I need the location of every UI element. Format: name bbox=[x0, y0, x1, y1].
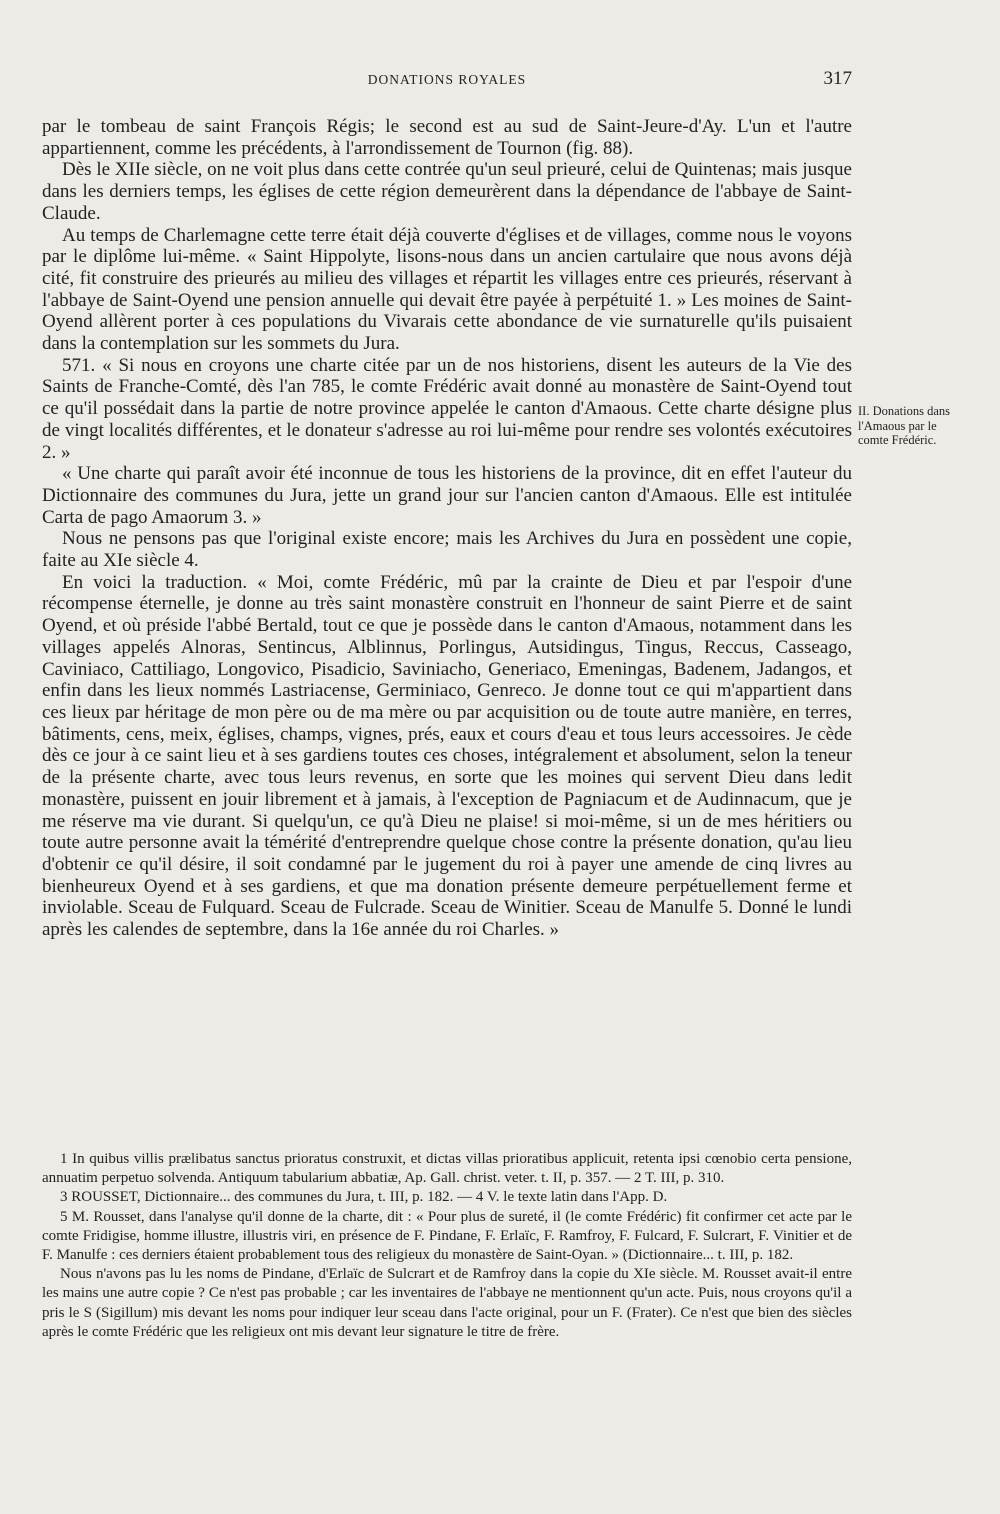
paragraph-1: par le tombeau de saint François Régis; le second est au sud de Saint-Jeure-d'Ay. L'un et l'autre appartiennent, comme les précédents, à l'arrondissement de Tournon (fig. 88). bbox=[42, 116, 852, 159]
paragraph-2: Dès le XIIe siècle, on ne voit plus dans cette contrée qu'un seul prieuré, celui de Quintenas; mais jusque dans les derniers temps, les églises de cette région demeurèrent dans la dépendance de l'abbaye de Saint-Claude. bbox=[42, 159, 852, 224]
footnote-5: 5 M. Rousset, dans l'analyse qu'il donne de la charte, dit : « Pour plus de sureté, il (le comte Frédéric) fit confirmer cet acte par le comte Fridigise, homme illustre, illustris viri, en présence de F. Pindane, F. Erlaïc, F. Ramfroy, F. Fulcard, F. Sulcrart, F. Vinitier et de F. Manulfe : ces derniers étaient probablement tous des religieux du monastère de Saint-Oyan. » (Dictionnaire... t. III, p. 182. bbox=[42, 1208, 852, 1264]
footnote-1: 1 In quibus villis prælibatus sanctus prioratus construxit, et dictas villas prioratibus applicuit, retenta ipsi cœnobio certa pensione, annuatim perpetuo solvenda. Antiquum tabularium abbatiæ, Ap. Gall. christ. veter. t. II, p. 357. — 2 T. III, p. 310. bbox=[42, 1151, 852, 1187]
footnote-3: 3 ROUSSET, Dictionnaire... des communes du Jura, t. III, p. 182. — 4 V. le texte latin dans l'App. D. bbox=[60, 1189, 668, 1206]
page-header bbox=[42, 68, 852, 96]
main-text bbox=[42, 116, 852, 941]
paragraph-6: Nous ne pensons pas que l'original existe encore; mais les Archives du Jura en possèdent une copie, faite au XIe siècle 4. bbox=[42, 528, 852, 572]
paragraph-5: « Une charte qui paraît avoir été inconnue de tous les historiens de la province, dit en effet l'auteur du Dictionnaire des communes du Jura, jette un grand jour sur l'ancien canton d'Amaous. Elle est intitulée Carta de pago Amaorum 3. » bbox=[42, 463, 852, 528]
footnotes bbox=[42, 1150, 852, 1342]
margin-note: II. Donations dans l'Amaous par le comte Frédéric. bbox=[858, 404, 950, 447]
footnote-6: Nous n'avons pas lu les noms de Pindane, d'Erlaïc de Sulcrart et de Ramfroy dans la copie du XIe siècle. M. Rousset avait-il entre les mains une autre copie ? Ce n'est pas probable ; car les inventaires de l'abbaye ne mentionnent qu'un acte. Puis, nous croyons qu'il a pris le S (Sigillum) mis devant les noms pour indiquer leur sceau dans l'acte original, pour un F. (Frater). Ce n'est que bien des siècles après le comte Frédéric que les religieux ont mis devant leur signature le titre de frère. bbox=[42, 1266, 852, 1340]
paragraph-3: Au temps de Charlemagne cette terre était déjà couverte d'églises et de villages, comme nous le voyons par le diplôme lui-même. « Saint Hippolyte, lisons-nous dans un ancien cartulaire que nous avons déjà cité, fit construire des prieurés au milieu des villages et répartit les villages entre ces prieurés, réservant à l'abbaye de Saint-Oyend une pension annuelle qui devait être payée à perpétuité 1. » Les moines de Saint-Oyend allèrent porter à ces populations du Vivarais cette abondance de vie surnaturelle qu'ils puisaient dans la contemplation sur les sommets du Jura. bbox=[42, 224, 852, 355]
paragraph-7: En voici la traduction. « Moi, comte Frédéric, mû par la crainte de Dieu et par l'espoir d'une récompense éternelle, je donne au très saint monastère construit en l'honneur de saint Pierre et de saint Oyend, et où préside l'abbé Bertald, tout ce que je possède dans le canton d'Amaous, notamment dans les villages appelés Alnoras, Sentincus, Alblinnus, Porlingus, Autsidingus, Tingus, Reccus, Casseago, Caviniaco, Cattiliago, Longovico, Pisadicio, Saviniacho, Generiaco, Emeningas, Badenem, Jadangos, et enfin dans les lieux nommés Lastriacense, Germiniaco, Genreco. Je donne tout ce qui m'appartient dans ces lieux par héritage de mon père ou de ma mère ou par acquisition ou de toute autre manière, en terres, bâtiments, cens, meix, églises, champs, vignes, prés, eaux et cours d'eau et tous leurs accessoires. Je cède dès ce jour à ce saint lieu et à ses gardiens toutes ces choses, intégralement et absolument, selon la teneur de la présente charte, avec tous leurs revenus, en sorte que les moines qui servent Dieu dans ledit monastère, puissent en jouir librement et à jamais, à l'exception de Pagniacum et de Audinnacum, que je me réserve ma vie durant. Si quelqu'un, ce qu'à Dieu ne plaise! si moi-même, si un de mes héritiers ou toute autre personne avait la témérité d'entreprendre quelque chose contre la présente donation, qu'au lieu d'obtenir ce qu'il désire, il soit condamné par le jugement du roi à payer une amende de cinq livres au bienheureux Oyend et à ses gardiens, et que ma donation présente demeure perpétuellement ferme et inviolable. Sceau de Fulquard. Sceau de Fulcrade. Sceau de Winitier. Sceau de Manulfe 5. Donné le lundi après les calendes de septembre, dans la 16e année du roi Charles. » bbox=[42, 571, 852, 941]
paragraph-4: 571. « Si nous en croyons une charte citée par un de nos historiens, disent les auteurs de la Vie des Saints de Franche-Comté, dès l'an 785, le comte Frédéric avait donné au monastère de Saint-Oyend tout ce qu'il possédait dans la partie de notre province appelée le canton d'Amaous. Cette charte désigne plus de vingt localités différentes, et le donateur s'adresse au roi lui-même pour rendre ses volontés exécutoires 2. » bbox=[42, 354, 852, 463]
page-number: 317 bbox=[823, 68, 852, 89]
running-head: DONATIONS ROYALES bbox=[367, 72, 527, 87]
